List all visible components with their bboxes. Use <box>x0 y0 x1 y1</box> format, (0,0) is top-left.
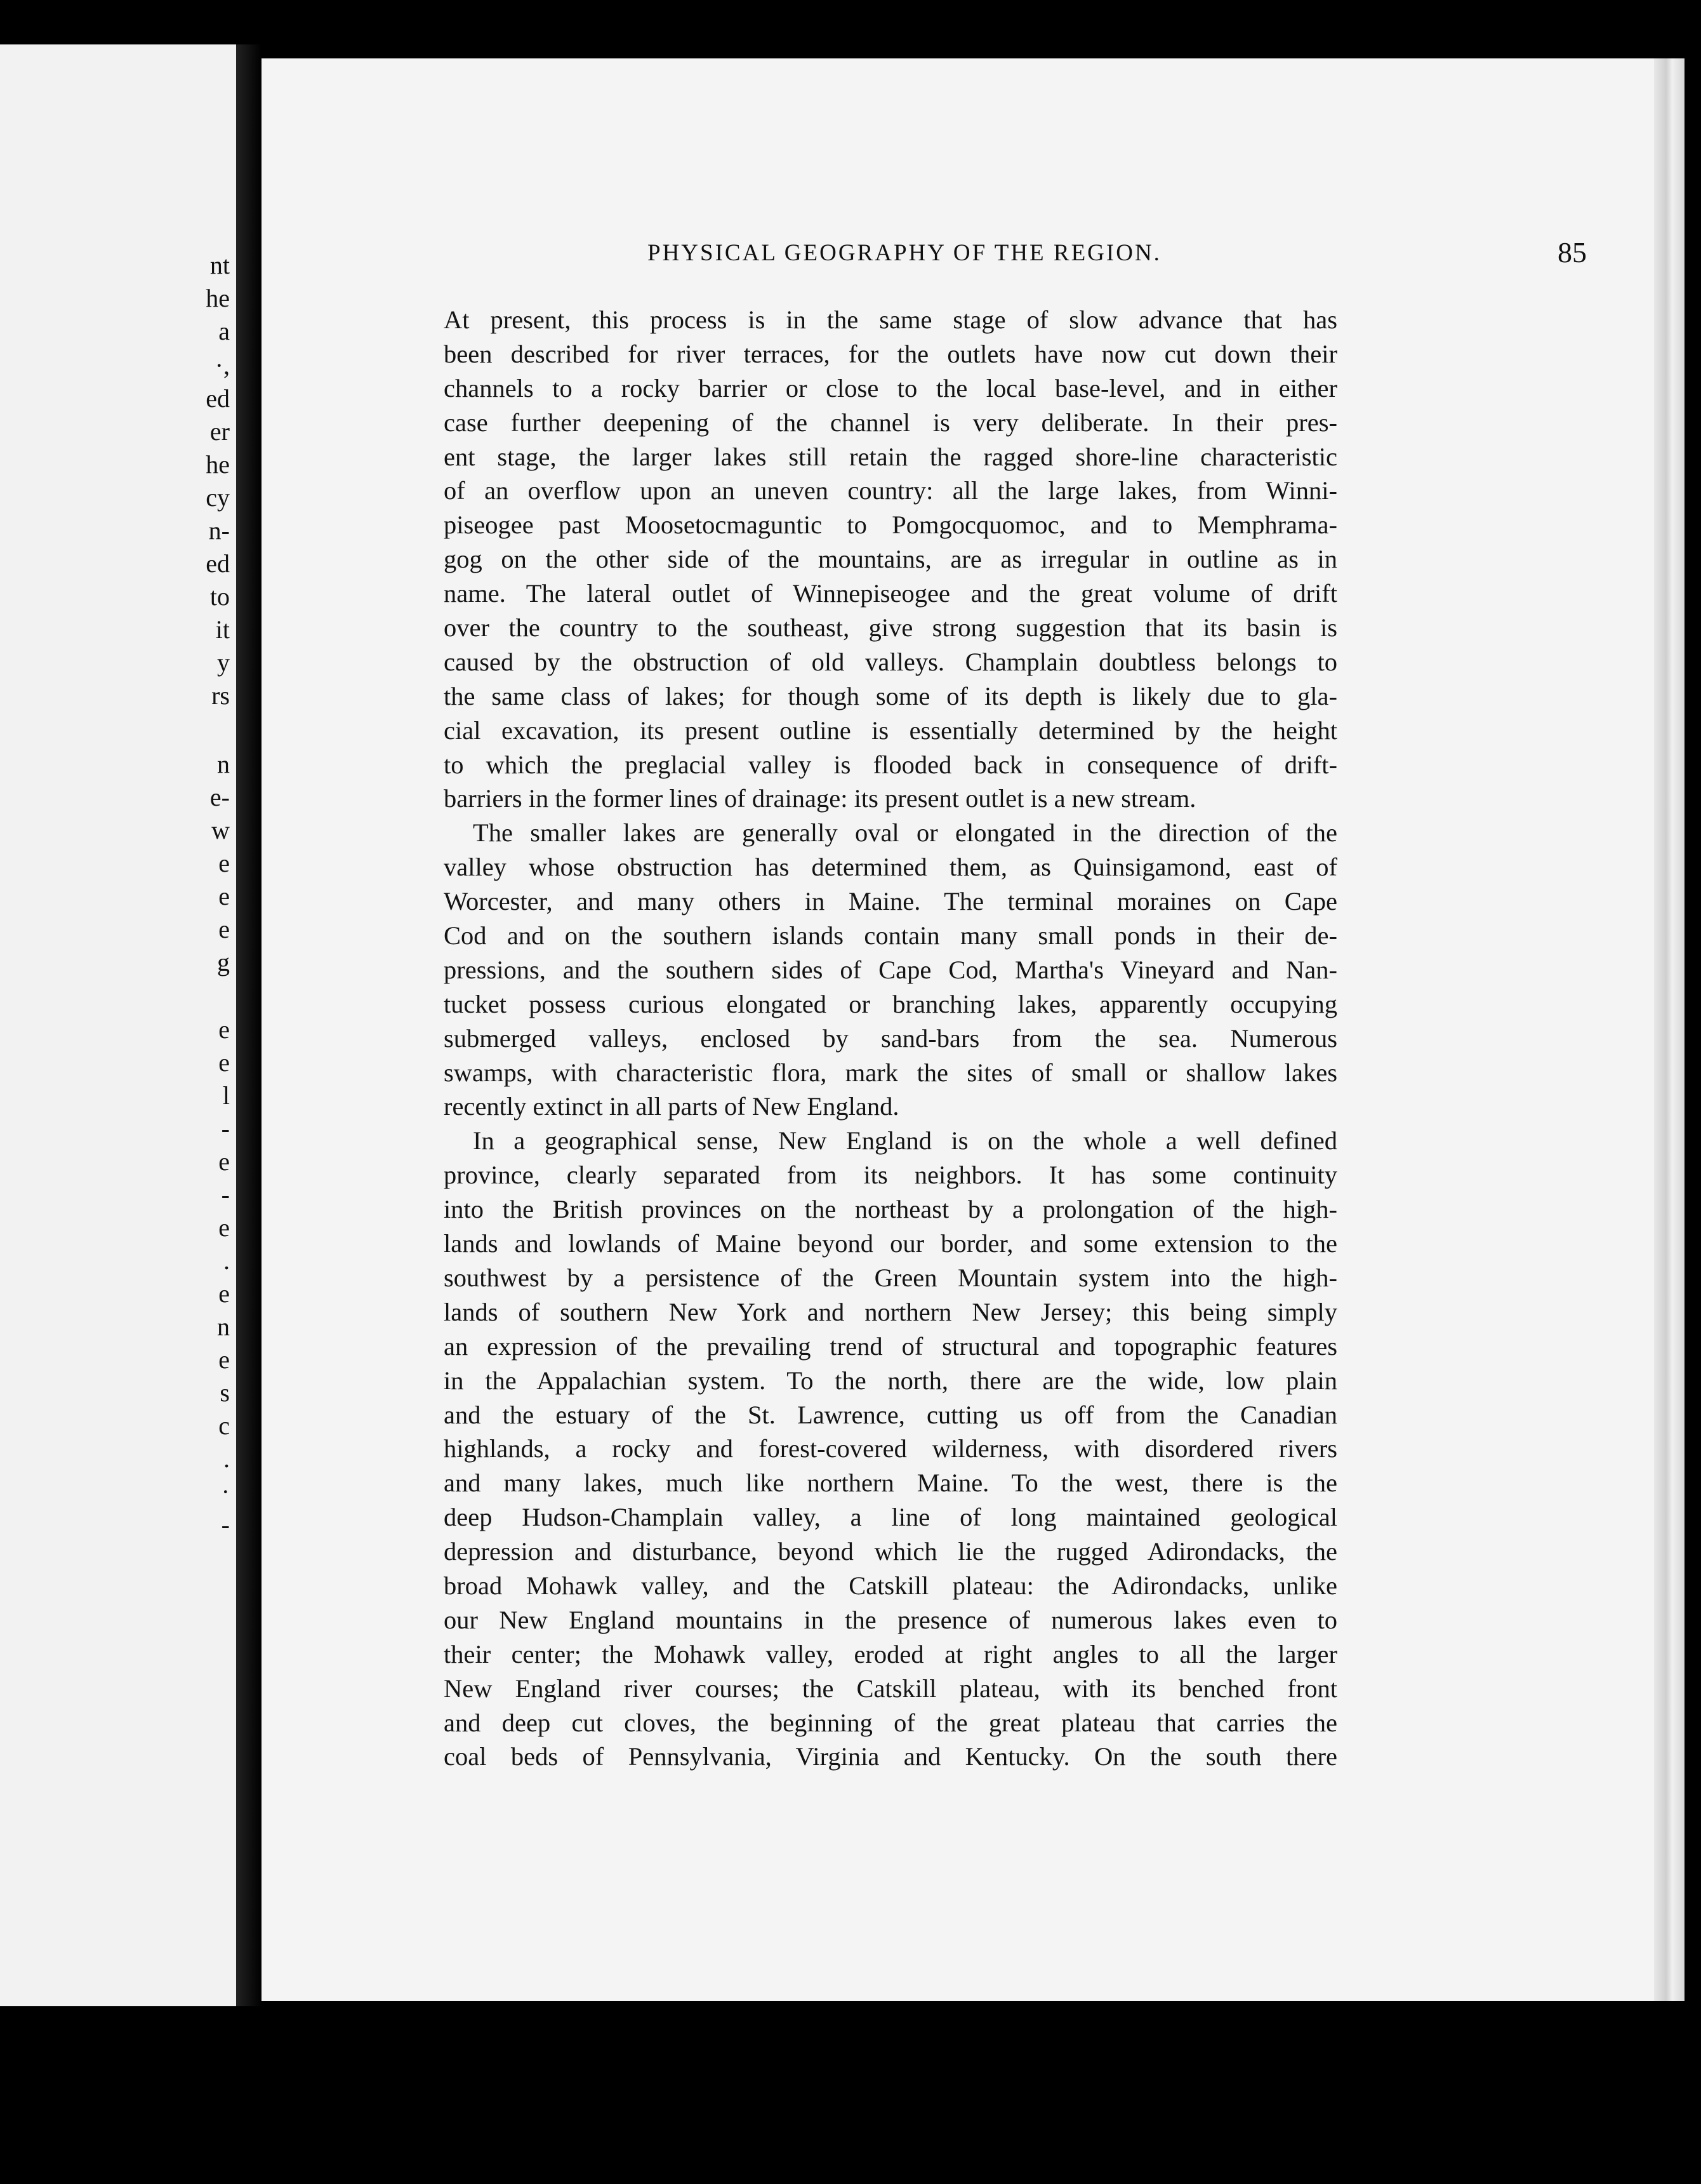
text-line: gog on the other side of the mountains, are as irregular in outline as in <box>444 545 1337 574</box>
margin-text-fragment: a <box>218 317 230 345</box>
text-line: valley whose obstruction has determined them, as Quinsigamond, east of <box>444 853 1337 882</box>
page-number: 85 <box>1558 236 1587 269</box>
text-line: lands of southern New York and northern New Jersey; this being simply <box>444 1297 1337 1326</box>
margin-text-fragment: e <box>218 849 230 877</box>
text-line: province, clearly separated from its neighbors. It has some continuity <box>444 1161 1337 1190</box>
text-line: swamps, with characteristic flora, mark the sites of small or shallow lakes <box>444 1058 1337 1087</box>
previous-page-fragment <box>0 44 238 2006</box>
margin-text-fragment: e <box>218 1048 230 1077</box>
text-line: The smaller lakes are generally oval or elongated in the direction of the <box>473 818 1337 848</box>
margin-text-fragment: n- <box>208 516 230 545</box>
margin-text-fragment: he <box>206 450 230 479</box>
margin-text-fragment: . <box>223 1444 230 1473</box>
text-line: tucket possess curious elongated or branching lakes, apparently occupying <box>444 989 1337 1018</box>
text-line: New England river courses; the Catskill plateau, with its benched front <box>444 1674 1337 1703</box>
text-line: and deep cut cloves, the beginning of the great plateau that carries the <box>444 1708 1337 1737</box>
margin-text-fragment: ·, <box>215 351 230 380</box>
margin-text-fragment: y <box>217 648 230 677</box>
margin-text-fragment: e <box>218 1015 230 1044</box>
text-line: Cod and on the southern islands contain many small ponds in their de- <box>444 921 1337 950</box>
margin-text-fragment: l <box>222 1081 230 1110</box>
margin-text-fragment: - <box>221 1180 230 1209</box>
book-gutter <box>236 44 261 2006</box>
margin-text-fragment: s <box>220 1378 230 1407</box>
text-line: been described for river terraces, for the outlets have now cut down their <box>444 339 1337 368</box>
margin-text-fragment: cy <box>206 483 230 512</box>
margin-text-fragment: e <box>218 882 230 910</box>
margin-text-fragment: er <box>209 417 230 446</box>
running-head <box>647 236 1587 277</box>
margin-text-fragment: e <box>218 1147 230 1176</box>
margin-text-fragment: e <box>218 915 230 943</box>
text-line: case further deepening of the channel is very deliberate. In their pres- <box>444 408 1337 437</box>
text-line: of an overflow upon an uneven country: all the large lakes, from Winni- <box>444 476 1337 505</box>
text-line: name. The lateral outlet of Winnepiseogee and the great volume of drift <box>444 579 1337 608</box>
margin-text-fragment: nt <box>209 251 230 279</box>
margin-text-fragment: it <box>215 615 230 644</box>
text-line: pressions, and the southern sides of Cape Cod, Martha's Vineyard and Nan- <box>444 955 1337 984</box>
text-line: barriers in the former lines of drainage: its present outlet is a new stream. <box>444 784 1196 813</box>
text-line: highlands, a rocky and forest-covered wilderness, with disordered rivers <box>444 1434 1337 1463</box>
text-line: to which the preglacial valley is flooded back in consequence of drift- <box>444 750 1337 779</box>
page-edge <box>1654 58 1684 2001</box>
text-line: deep Hudson-Champlain valley, a line of long maintained geological <box>444 1503 1337 1532</box>
text-line: depression and disturbance, beyond which lie the rugged Adirondacks, the <box>444 1537 1337 1566</box>
margin-text-fragment: e <box>218 1213 230 1242</box>
margin-text-fragment: n <box>217 750 230 778</box>
margin-text-fragment: ed <box>206 549 230 578</box>
margin-text-fragment: - <box>221 1114 230 1143</box>
text-line: the same class of lakes; for though some of its depth is likely due to gla- <box>444 681 1337 710</box>
margin-text-fragment: w <box>211 816 230 844</box>
text-line: southwest by a persistence of the Green Mountain system into the high- <box>444 1263 1337 1292</box>
margin-text-fragment: ed <box>206 384 230 413</box>
text-line: Worcester, and many others in Maine. The terminal moraines on Cape <box>444 887 1337 916</box>
text-line: submerged valleys, enclosed by sand-bars from the sea. Numerous <box>444 1023 1337 1053</box>
text-line: into the British provinces on the northeast by a prolongation of the high- <box>444 1195 1337 1224</box>
body-text <box>444 303 1337 1774</box>
text-line: channels to a rocky barrier or close to the local base-level, and in either <box>444 373 1337 403</box>
text-line: and the estuary of the St. Lawrence, cutting us off from the Canadian <box>444 1400 1337 1429</box>
margin-text-fragment: c <box>218 1411 230 1440</box>
text-line: lands and lowlands of Maine beyond our border, and some extension to the <box>444 1229 1337 1258</box>
text-line: piseogee past Moosetocmaguntic to Pomgocquomoc, and to Memphrama- <box>444 510 1337 540</box>
text-line: recently extinct in all parts of New England. <box>444 1092 899 1121</box>
text-line: their center; the Mohawk valley, eroded at right angles to all the larger <box>444 1639 1337 1668</box>
text-line: cial excavation, its present outline is essentially determined by the height <box>444 716 1337 745</box>
text-line: in the Appalachian system. To the north, there are the wide, low plain <box>444 1366 1337 1395</box>
text-line: our New England mountains in the presence of numerous lakes even to <box>444 1605 1337 1634</box>
margin-text-fragment: g <box>217 948 230 976</box>
margin-text-fragment: e <box>218 1279 230 1308</box>
margin-text-fragment: rs <box>211 681 230 710</box>
margin-text-fragment: e- <box>209 783 230 811</box>
margin-text-fragment: · <box>221 1477 230 1506</box>
text-line: At present, this process is in the same stage of slow advance that has <box>444 305 1337 334</box>
text-line: ent stage, the larger lakes still retain the ragged shore-line characteristic <box>444 442 1337 471</box>
margin-text-fragment: e <box>218 1345 230 1374</box>
text-line: an expression of the prevailing trend of structural and topographic features <box>444 1331 1337 1361</box>
book-page <box>261 58 1684 2001</box>
text-line: In a geographical sense, New England is on the whole a well defined <box>473 1126 1337 1155</box>
margin-text-fragment: he <box>206 284 230 312</box>
text-line: coal beds of Pennsylvania, Virginia and Kentucky. On the south there <box>444 1742 1337 1771</box>
margin-text-fragment: . <box>223 1246 230 1275</box>
text-line: caused by the obstruction of old valleys. Champlain doubtless belongs to <box>444 647 1337 676</box>
margin-text-fragment: n <box>217 1312 230 1341</box>
text-line: over the country to the southeast, give strong suggestion that its basin is <box>444 613 1337 643</box>
text-line: broad Mohawk valley, and the Catskill plateau: the Adirondacks, unlike <box>444 1571 1337 1600</box>
running-title: PHYSICAL GEOGRAPHY OF THE REGION. <box>647 240 1162 266</box>
margin-text-fragment: - <box>221 1510 230 1539</box>
text-line: and many lakes, much like northern Maine. To the west, there is the <box>444 1468 1337 1498</box>
margin-text-fragment: to <box>209 582 230 611</box>
